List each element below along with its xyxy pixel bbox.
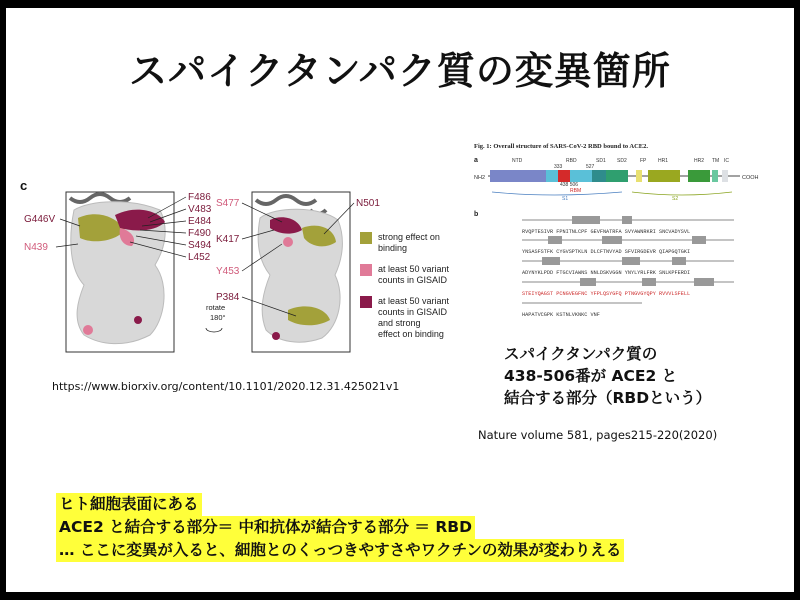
domain-rbd: RBD [566, 158, 577, 164]
cooh-label: COOH [742, 175, 759, 181]
caption-line-1: スパイクタンパク質の [504, 345, 658, 363]
seq-line-2: YNSASFSTFK CYGVSPTKLN DLCFTNVYAD SFVIRGDEVR QIAPGQTGKI [522, 249, 691, 255]
label-s477: S477 [216, 198, 240, 209]
panel-b: b [474, 211, 479, 218]
seq-line-3: ADYNYKLPDD FTGCVIAWNS NNLDSKVGGN YNYLYRLFRK SNLKPFERDI [522, 270, 691, 276]
s1-label: S1 [562, 196, 569, 202]
secondary-structure-row-3 [522, 257, 734, 265]
domain-sd2: SD2 [617, 158, 627, 164]
secondary-structure-row-1 [522, 216, 734, 224]
legend-swatch-olive [360, 232, 372, 244]
rbd-structure-figure [472, 140, 772, 340]
secondary-structure-row-2 [522, 236, 734, 244]
legend-maroon-line1: at least 50 variant [378, 296, 450, 306]
secondary-structure-row-4 [522, 278, 734, 286]
domain-sd1: SD1 [596, 158, 606, 164]
label-f490: F490 [188, 228, 211, 239]
label-n501: N501 [356, 198, 380, 209]
legend-maroon-line2: counts in GISAID [378, 307, 448, 317]
nature-reference: Nature volume 581, pages215-220(2020) [478, 428, 718, 442]
label-e484: E484 [188, 216, 212, 227]
label-s494: S494 [188, 240, 212, 251]
highlight-note [56, 493, 624, 562]
rotate-icon [206, 328, 222, 332]
domain-hr2: HR2 [694, 158, 705, 164]
legend-swatch-pink [360, 264, 372, 276]
label-k417: K417 [216, 234, 240, 245]
caption-line-3: 結合する部分（RBDという） [504, 389, 712, 407]
label-y453: Y453 [216, 266, 240, 277]
num-333: 333 [554, 164, 563, 170]
domain-hr1: HR1 [658, 158, 669, 164]
figure-title: Fig. 1: Overall structure of SARS-CoV-2 RBD bound to ACE2. [474, 143, 648, 150]
rotate-degree: 180° [210, 313, 226, 322]
seq-line-1: RVQPTESIVR FPNITNLCPF GEVFNATRFA SVYAWNRKRI SNCVADYSVL [522, 229, 691, 235]
legend-olive-line2: binding [378, 243, 408, 253]
caption-line-2: 438-506番が ACE2 と [504, 367, 678, 385]
rotate-label: rotate [206, 303, 226, 312]
domain-tm: TM [712, 158, 720, 164]
source-url[interactable]: https://www.biorxiv.org/content/10.1101/2020.12.31.425021v1 [52, 380, 400, 393]
seq-line-5: HAPATVCGPK KSTNLVKNKC VNF [522, 312, 600, 318]
label-g446v: G446V [24, 214, 56, 225]
rbm-label: RBM [570, 188, 582, 194]
pink-spot-right [283, 237, 293, 247]
pink-spot-left [83, 325, 93, 335]
legend-maroon-line4: effect on binding [378, 329, 444, 339]
note-line-2: ACE2 と結合する部分＝ 中和抗体が結合する部分 ＝ RBD [56, 516, 475, 539]
domain-bar [488, 170, 740, 182]
s2-bracket [632, 192, 732, 195]
seq-line-4: STEIYQAGST PCNGVEGFNC YFPLQSYGFQ PTNGVGYQPY RVVVLSFELL [522, 291, 691, 297]
domain-ntd: NTD [512, 158, 523, 164]
slide-title: スパイクタンパク質の変異箇所 [129, 49, 671, 93]
label-p384: P384 [216, 292, 240, 303]
legend-olive-line1: strong effect on [378, 232, 440, 242]
legend-pink-line2: counts in GISAID [378, 275, 448, 285]
legend-swatch-maroon [360, 296, 372, 308]
num-527: 527 [586, 164, 595, 170]
s2-label: S2 [672, 196, 679, 202]
note-line-3: … ここに変異が入ると、細胞とのくっつきやすさやワクチンの効果が変わりえる [56, 539, 624, 562]
panel-a: a [474, 157, 478, 164]
domain-fp: FP [640, 158, 647, 164]
maroon-spot-left [134, 316, 142, 324]
nh2-label: NH2 [474, 175, 486, 181]
note-line-1: ヒト細胞表面にある [56, 493, 202, 516]
slide [6, 8, 794, 592]
rbd-caption [504, 343, 711, 409]
label-n439: N439 [24, 242, 48, 253]
legend-pink-line1: at least 50 variant [378, 264, 450, 274]
legend-maroon-line3: and strong [378, 318, 421, 328]
domain-ic: IC [724, 158, 729, 164]
label-f486: F486 [188, 192, 211, 203]
num-438-506: 438 506 [560, 182, 579, 188]
s1-bracket [492, 192, 622, 195]
panel-letter: c [20, 178, 28, 193]
label-v483: V483 [188, 204, 212, 215]
maroon-spot-right [272, 332, 280, 340]
protein-surface-figure [20, 170, 450, 355]
label-l452: L452 [188, 252, 211, 263]
